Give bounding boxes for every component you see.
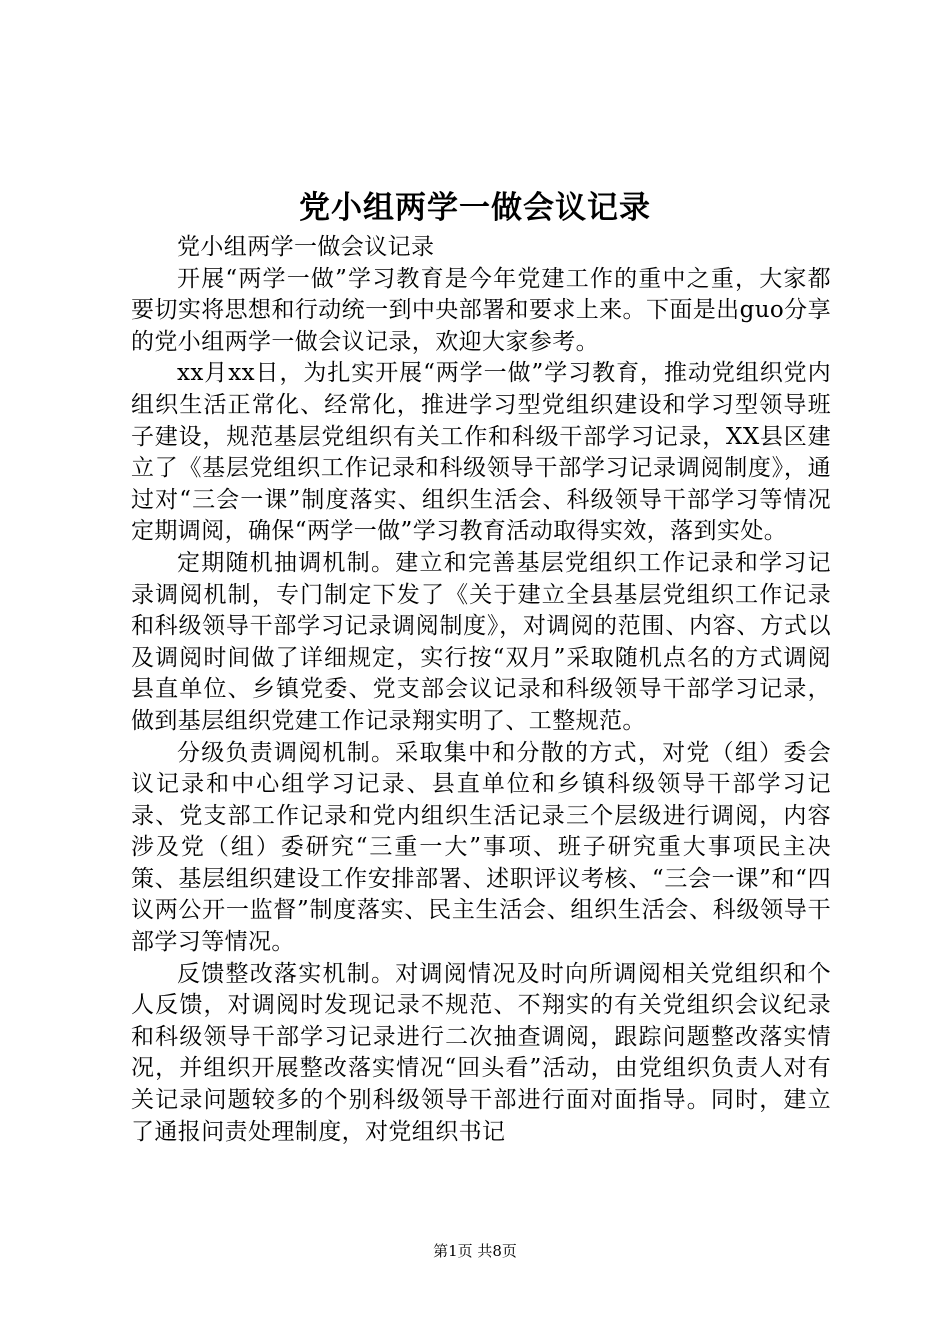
paragraph-intro: 开展“两学一做”学习教育是今年党建工作的重中之重，大家都要切实将思想和行动统一到中央部署和要求上来。下面是出guo分享的党小组两学一做会议记录，欢迎大家参考。	[131, 265, 831, 355]
paragraph-feedback-mechanism: 反馈整改落实机制。对调阅情况及时向所调阅相关党组织和个人反馈，对调阅时发现记录不规范、不翔实的有关党组织会议纪录和科级领导干部学习记录进行二次抽查调阅，跟踪问题整改落实情况，并组织开展整改落实情况“回头看”活动，由党组织负责人对有关记录问题较多的个别科级领导干部进行面对面指导。同时，建立了通报问责处理制度，对党组织书记	[131, 960, 831, 1145]
paragraph-random-review-mechanism: 定期随机抽调机制。建立和完善基层党组织工作记录和学习记录调阅机制，专门制定下发了《关于建立全县基层党组织工作记录和科级领导干部学习记录调阅制度》，对调阅的范围、内容、方式以及调阅时间做了详细规定，实行按“双月”采取随机点名的方式调阅县直单位、乡镇党委、党支部会议记录和科级领导干部学习记录，做到基层组织党建工作记录翔实明了、工整规范。	[131, 549, 831, 734]
paragraph-background: xx月xx日，为扎实开展“两学一做”学习教育，推动党组织党内组织生活正常化、经常化，推进学习型党组织建设和学习型领导班子建设，规范基层党组织有关工作和科级干部学习记录，XX县区建立了《基层党组织工作记录和科级领导干部学习记录调阅制度》，通过对“三会一课”制度落实、组织生活会、科级领导干部学习等情况定期调阅，确保“两学一做”学习教育活动取得实效，落到实处。	[131, 360, 831, 545]
paragraph-tiered-review-mechanism: 分级负责调阅机制。采取集中和分散的方式，对党（组）委会议记录和中心组学习记录、县直单位和乡镇科级领导干部学习记录、党支部工作记录和党内组织生活记录三个层级进行调阅，内容涉及党（组）委研究“三重一大”事项、班子研究重大事项民主决策、基层组织建设工作安排部署、述职评议考核、“三会一课”和“四议两公开一监督”制度落实、民主生活会、组织生活会、科级领导干部学习等情况。	[131, 739, 831, 956]
document-title: 党小组两学一做会议记录	[299, 190, 651, 226]
document-body	[131, 232, 831, 1148]
paragraph-heading-repeat: 党小组两学一做会议记录	[177, 234, 435, 260]
page-footer: 第1页 共8页	[433, 1242, 517, 1260]
